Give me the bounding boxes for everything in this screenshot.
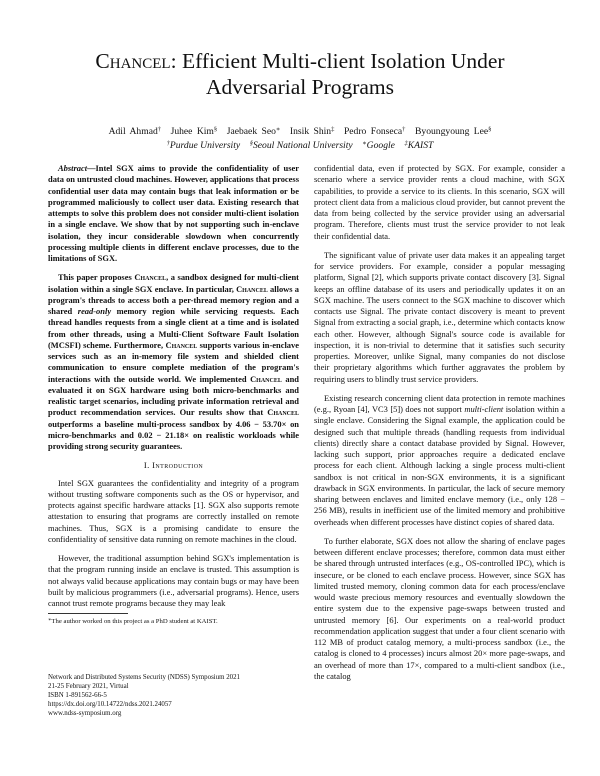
right-column (314, 163, 565, 690)
affiliation-list (40, 138, 560, 152)
author-affiliation-mark: ‡ (331, 126, 335, 133)
intro-paragraph-2: However, the traditional assumption behind SGX's implementation is that the program running inside an enclave is trusted. This assumption is not always valid because applications may contain bugs or may have been built by malicious programmers (i.e., adversarial programs). Hence, users cannot trust remote programs because they may leak (48, 553, 299, 608)
abstract-paragraph-1: Abstract—Intel SGX aims to provide the confidentiality of user data on untrusted cloud machines. However, applications that process confidential user data may contain bugs that leak information or be programmed maliciously to collect user data. Existing research that attempts to solve this problem does not consider multi-client isolation in a single enclave. We show that by not supporting such in-enclave isolation, they incur considerable slowdown when concurrently processing multiple clients in different enclave processes, due to the limitations of SGX. (48, 163, 299, 263)
affiliation-mark: ∗ (362, 140, 367, 147)
author-affiliation-mark: † (402, 126, 406, 133)
right-paragraph-4: To further elaborate, SGX does not allow the sharing of enclave pages between different enclave processes; therefore, common data must either be shared through untrusted interfaces (e.g., OS-controlled IPC), which is insecure, or be cloned to each enclave process. However, since SGX has limited trusted memory, cloning common data for each process/enclave would waste precious memory resources and eventually slowdown the entire system due to the expensive page-swaps between trusted and untrusted memory [6]. Our experiments on a real-world product recommendation application suggest that under a four client scenario with 112 MB of product catalog memory, a multi-process sandbox (i.e., the catalog is cloned to 4 processes) incurs almost 20× more page-swaps, and an overhead of more than 17×, compared to a multi-client sandbox (i.e., the catalog (314, 535, 565, 681)
author-name: Jaebaek Seo (226, 126, 276, 137)
affiliation-mark: ‡ (404, 140, 408, 147)
venue-line: www.ndss-symposium.org (48, 710, 122, 718)
author-block (40, 124, 560, 152)
right-paragraph-3: Existing research concerning client data protection in remote machines (e.g., Ryoan [4], VC3 [5]) does not support multi-client isolation within a single enclave. Considering the Signal example, the application could be designed such that multiple threads (handling requests from individual clients) directly share a contact database provided by Signal. However, lacking such support, prior approaches require a dedicated enclave process for each client. Although lacking a single process multi-client sandbox is not critical in non-SGX environments, it is a significant drawback in SGX environments. In particular, the lack of secure memory sharing between enclaves and limited enclave memory (i.e., only 128 − 256 MB), results in inefficient use of the limited memory and prohibitive overheads when different processes have distinct copies of shared data. (314, 392, 565, 527)
author-affiliation-mark: § (213, 126, 218, 133)
author-list (40, 124, 560, 138)
title-line1-rest: : Efficient Multi-client Isolation Under (170, 49, 505, 73)
title-line2: Adversarial Programs (205, 75, 395, 99)
venue-info (48, 673, 299, 718)
affiliation-mark: † (166, 140, 170, 147)
venue-line: ISBN 1-891562-66-5 (48, 692, 107, 700)
right-paragraph-1: confidential data, even if protected by SGX. For example, consider a scenario where a service provider rents a cloud machine, with SGX capabilities, to provide a service to its clients. In this scenario, SGX will protect client data from a malicious cloud provider, but cannot prevent the data from being collected by the service provider using an adversarial program. Therefore, clients must trust the service provider to not leak their confidential data. (314, 163, 565, 241)
affiliation-name: Seoul National University (252, 140, 353, 151)
author-name: Byoungyoung Lee (415, 126, 489, 137)
venue-line: Network and Distributed Systems Security (NDSS) Symposium 2021 (48, 674, 240, 681)
author-affiliation-mark: § (488, 126, 492, 133)
affiliation-name: Google (366, 140, 395, 151)
left-column (48, 163, 299, 617)
affiliation-mark: § (249, 140, 253, 147)
affiliation-name: Purdue University (169, 140, 241, 151)
abstract-lead: Abstract (58, 163, 88, 173)
author-name: Insik Shin (289, 126, 332, 137)
author-affiliation-mark: † (157, 126, 161, 133)
paper-title (40, 48, 560, 100)
author-name: Pedro Fonseca (343, 126, 403, 137)
right-paragraph-2: The significant value of private user data makes it an appealing target for service providers. For example, consider a popular messaging platform, Signal [2], which supports private contact discovery [3]. Signal keeps an offline database of its users and periodically updates it on an SGX machine. The users connect to the SGX machine to discover which contacts use Signal. The private contact discovery is meant to prevent Signal from extracting a social graph, i.e., determine which contacts know each other. However, although Signal's source code is available for inspection, it is non-trivial to determine that it satisfies such security properties. Moreover, unlike Signal, many companies do not disclose their proprietary algorithms which further aggravates the problem by requiring users to blindly trust service providers. (314, 249, 565, 384)
venue-line: 21-25 February 2021, Virtual (48, 683, 129, 691)
footnote-divider (48, 613, 128, 614)
author-affiliation-mark: ∗ (275, 126, 281, 133)
abstract-paragraph-2: This paper proposes Chancel, a sandbox designed for multi-client isolation within a single SGX enclave. In particular, Chancel allows a program's threads to access both a per-thread memory region and a shared read-only memory region while servicing requests. Each thread handles requests from a single client at a time and is isolated from other threads, using a Multi-Client Software Fault Isolation (MCSFI) scheme. Furthermore, Chancel supports various in-enclave services such as an in-memory file system and shielded client communication to ensure complete mediation of the program's interactions with the outside world. We implemented Chancel and evaluated it on SGX hardware using both micro-benchmarks and realistic target scenarios, including private information retrieval and product recommendation services. Our results show that Chancel outperforms a baseline multi-process sandbox by 4.06 − 53.70× on micro-benchmarks and 0.02 − 21.18× on realistic workloads while providing strong security guarantees. (48, 272, 299, 451)
footnote: ∗The author worked on this project as a PhD student at KAIST. (48, 618, 218, 625)
intro-paragraph-1: Intel SGX guarantees the confidentiality and integrity of a program without trusting software components such as the OS or hypervisor, and protects against specific hardware attacks [1]. SGX also supports remote attestation to ensuring that programs are correctly installed on remote machines. Thus, SGX is a promising candidate to ensure the confidentiality of sensitive data running on remote machines in the cloud. (48, 477, 299, 544)
affiliation-name: KAIST (407, 140, 434, 151)
title-system-name: Chancel (95, 49, 171, 73)
author-name: Adil Ahmad (108, 126, 158, 137)
venue-line: https://dx.doi.org/10.14722/ndss.2021.24057 (48, 701, 172, 709)
author-name: Juhee Kim (170, 126, 214, 137)
section-heading-introduction: I. Introduction (143, 460, 204, 471)
